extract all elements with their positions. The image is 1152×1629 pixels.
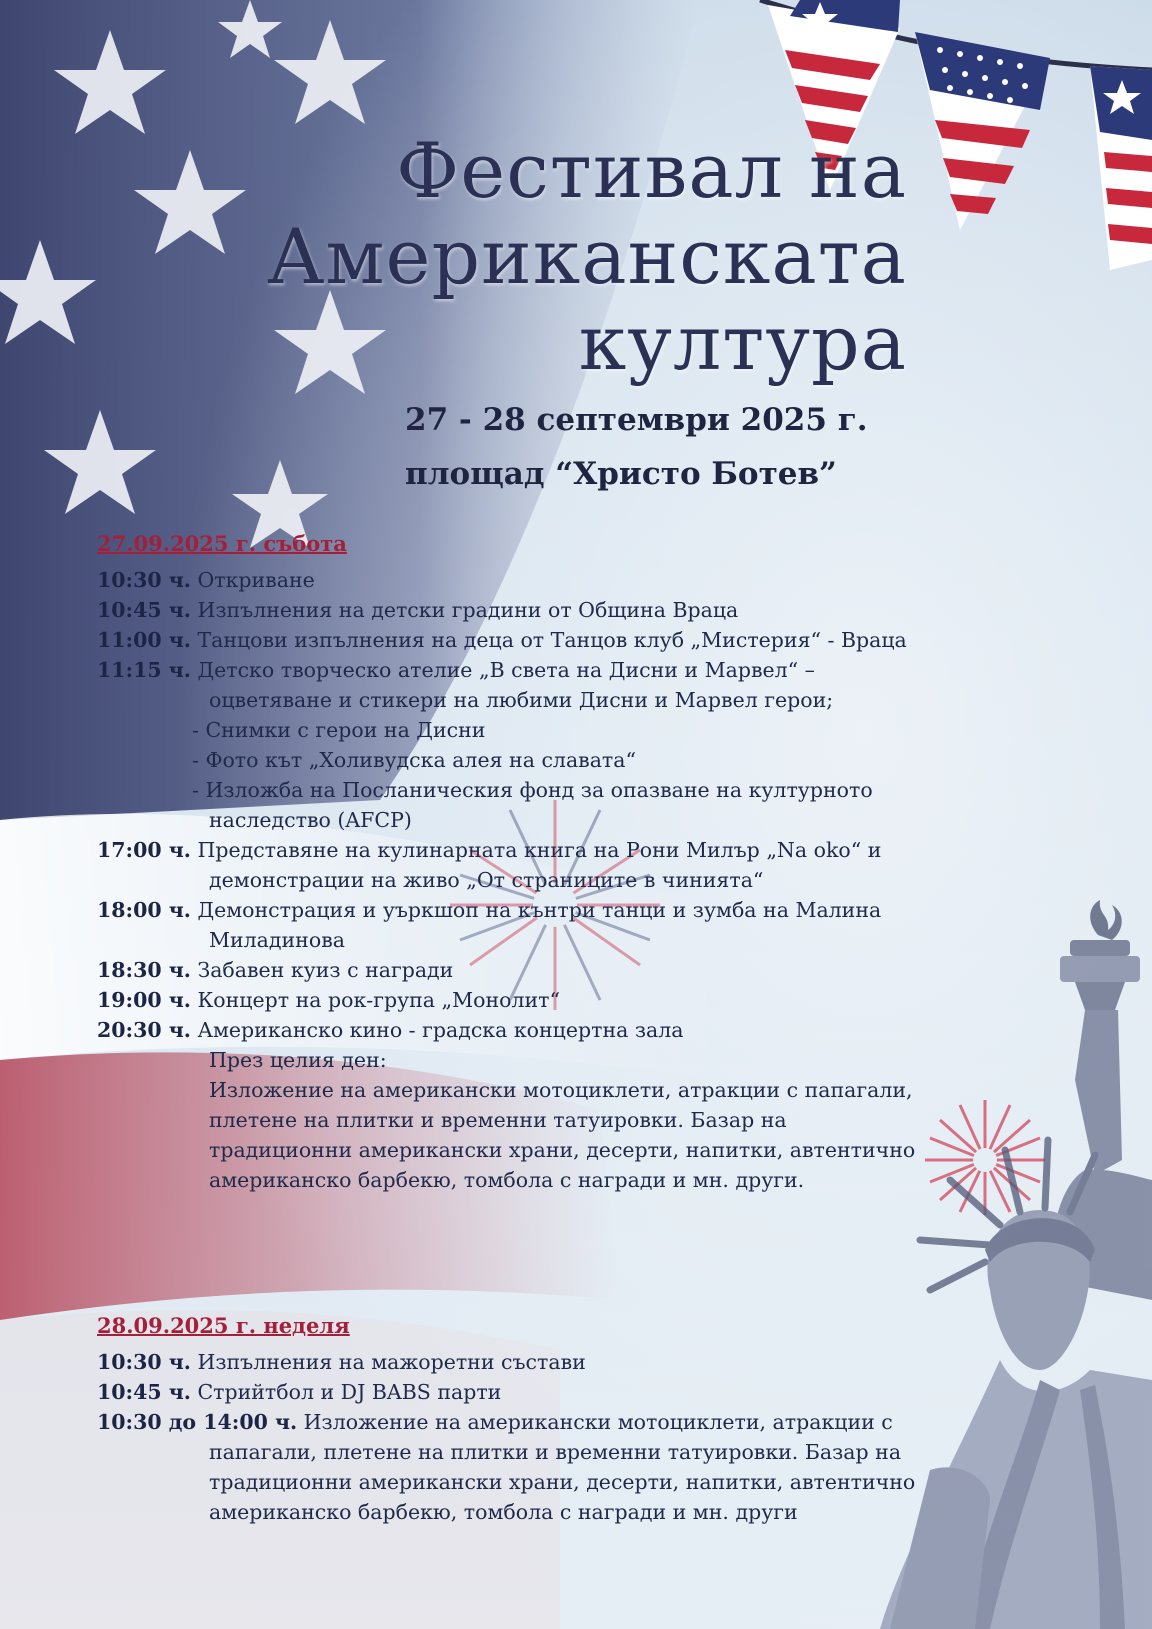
day2-heading: 28.09.2025 г. неделя [97, 1313, 350, 1338]
schedule-text: Стрийтбол и DJ BABS парти [197, 1380, 502, 1404]
schedule-item [97, 835, 1042, 865]
allday-label: През целия ден: [209, 1048, 387, 1072]
schedule-time: 19:00 ч. [97, 988, 191, 1012]
schedule-item [97, 625, 1042, 655]
allday-line: американско барбекю, томбола с награди и мн. други. [209, 1168, 805, 1192]
schedule-text: Детско творческо ателие „В света на Дисни и Марвел“ – [197, 658, 815, 682]
schedule-item [97, 895, 1042, 925]
schedule-time: 11:15 ч. [97, 658, 191, 682]
schedule-text: Танцови изпълнения на деца от Танцов клуб „Мистерия“ - Враца [197, 628, 907, 652]
bullet-continuation: наследство (AFCP) [209, 808, 412, 832]
schedule-item [97, 1407, 1042, 1437]
title-line-2: Американската [266, 212, 907, 301]
schedule-time: 11:00 ч. [97, 628, 191, 652]
allday-line: Изложение на американски мотоциклети, атракции с папагали, [209, 1078, 913, 1102]
schedule-item [97, 655, 1042, 685]
festival-title [267, 128, 907, 386]
bullet-item: - Снимки с герои на Дисни [192, 718, 486, 742]
schedule-text: Изложение на американски мотоциклети, атракции с [303, 1410, 893, 1434]
schedule-time: 20:30 ч. [97, 1018, 191, 1042]
schedule-item [97, 565, 1042, 595]
schedule-time: 18:00 ч. [97, 898, 191, 922]
schedule-time: 18:30 ч. [97, 958, 191, 982]
schedule-text: Откриване [197, 568, 315, 592]
title-line-1: Фестивал на [396, 126, 907, 215]
festival-dates: 27 - 28 септември 2025 г. [405, 402, 868, 438]
schedule-time: 17:00 ч. [97, 838, 191, 862]
schedule-text: Концерт на рок-група „Монолит“ [197, 988, 561, 1012]
day1-schedule [97, 565, 1042, 1195]
schedule-text: Демонстрация и уъркшоп на кънтри танци и зумба на Малина [197, 898, 882, 922]
schedule-item [97, 1377, 1042, 1407]
bullet-item: - Изложба на Посланическия фонд за опазване на културното [192, 778, 873, 802]
schedule-item [97, 595, 1042, 625]
schedule-continuation: традиционни американски храни, десерти, напитки, автентично [209, 1470, 916, 1494]
schedule-time: 10:45 ч. [97, 598, 191, 622]
schedule-text: Американско кино - градска концертна зала [197, 1018, 684, 1042]
schedule-time: 10:45 ч. [97, 1380, 191, 1404]
schedule-text: Представяне на кулинарната книга на Рони Милър „Na oko“ и [197, 838, 882, 862]
schedule-continuation: демонстрации на живо „От страниците в чинията“ [209, 868, 764, 892]
schedule-continuation: американско барбекю, томбола с награди и мн. други [209, 1500, 798, 1524]
day2-schedule [97, 1347, 1042, 1527]
schedule-time: 10:30 ч. [97, 568, 191, 592]
schedule-item [97, 1347, 1042, 1377]
schedule-item [97, 985, 1042, 1015]
schedule-continuation: оцветяване и стикери на любими Дисни и Марвел герои; [209, 688, 834, 712]
schedule-continuation: папагали, плетене на плитки и временни татуировки. Базар на [209, 1440, 902, 1464]
schedule-text: Изпълнения на детски градини от Община Враца [197, 598, 739, 622]
schedule-text: Изпълнения на мажоретни състави [197, 1350, 586, 1374]
day1-heading: 27.09.2025 г. събота [97, 531, 347, 556]
title-line-3: култура [578, 298, 907, 387]
allday-line: традиционни американски храни, десерти, напитки, автентично [209, 1138, 916, 1162]
schedule-time: 10:30 до 14:00 ч. [97, 1410, 298, 1434]
schedule-item [97, 1015, 1042, 1045]
festival-place: площад “Христо Ботев” [405, 456, 837, 492]
bullet-item: - Фото кът „Холивудска алея на славата“ [192, 748, 636, 772]
schedule-item [97, 955, 1042, 985]
schedule-text: Забавен куиз с награди [197, 958, 454, 982]
schedule-continuation: Миладинова [209, 928, 345, 952]
schedule-time: 10:30 ч. [97, 1350, 191, 1374]
allday-line: плетене на плитки и временни татуировки. Базар на [209, 1108, 787, 1132]
